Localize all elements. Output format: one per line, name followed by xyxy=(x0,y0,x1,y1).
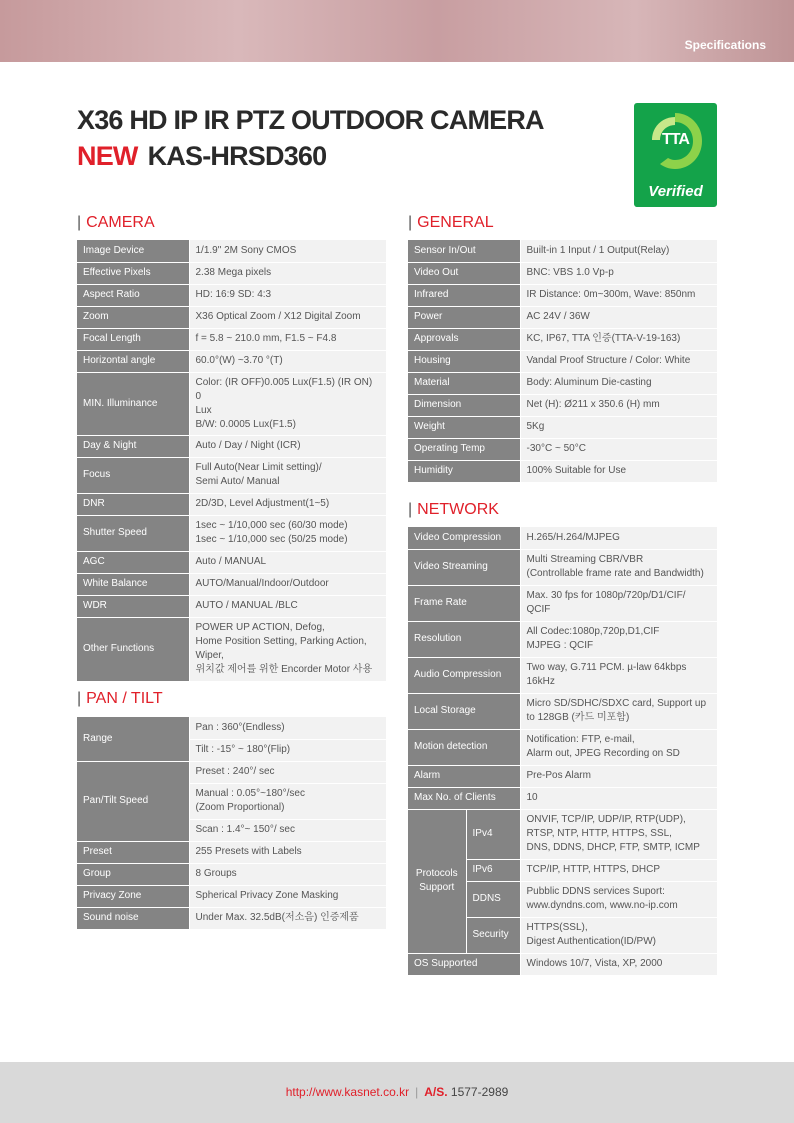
table-row xyxy=(408,549,717,585)
table-row xyxy=(77,907,386,929)
row-value: Auto / Day / Night (ICR) xyxy=(189,435,386,457)
row-value: Vandal Proof Structure / Color: White xyxy=(520,350,717,372)
row-label: Audio Compression xyxy=(408,657,520,693)
row-value: 5Kg xyxy=(520,416,717,438)
table-row xyxy=(77,372,386,435)
row-value: 10 xyxy=(520,787,717,809)
product-title: X36 HD IP IR PTZ OUTDOOR CAMERA xyxy=(77,105,544,135)
table-row xyxy=(77,457,386,493)
verified-label: Verified xyxy=(648,183,703,200)
table-row xyxy=(77,885,386,907)
table-row xyxy=(408,809,717,859)
row-label: MIN. Illuminance xyxy=(77,372,189,435)
table-row xyxy=(77,306,386,328)
row-label: Weight xyxy=(408,416,520,438)
as-label: A/S. xyxy=(424,1085,448,1099)
row-label: Zoom xyxy=(77,306,189,328)
row-value: -30°C ~ 50°C xyxy=(520,438,717,460)
table-row xyxy=(77,717,386,739)
row-value: Pre-Pos Alarm xyxy=(520,765,717,787)
row-label: Sound noise xyxy=(77,907,189,929)
table-row xyxy=(77,841,386,863)
table-row xyxy=(408,693,717,729)
row-value: Auto / MANUAL xyxy=(189,551,386,573)
row-value: Net (H): Ø211 x 350.6 (H) mm xyxy=(520,394,717,416)
row-value: Body: Aluminum Die-casting xyxy=(520,372,717,394)
row-label: Infrared xyxy=(408,284,520,306)
table-row xyxy=(408,953,717,975)
row-label: Other Functions xyxy=(77,617,189,681)
table-row xyxy=(408,787,717,809)
row-label: Effective Pixels xyxy=(77,262,189,284)
row-value: Multi Streaming CBR/VBR (Controllable frame rate and Bandwidth) xyxy=(520,549,717,585)
phone-number: 1577-2989 xyxy=(450,1085,509,1099)
table-row xyxy=(408,438,717,460)
table-row xyxy=(408,585,717,621)
table-row xyxy=(408,416,717,438)
row-label: Focal Length xyxy=(77,328,189,350)
row-value: AUTO / MANUAL /BLC xyxy=(189,595,386,617)
table-row xyxy=(77,328,386,350)
table-row xyxy=(408,262,717,284)
general-section-title: | GENERAL xyxy=(408,214,494,231)
row-value: Spherical Privacy Zone Masking xyxy=(189,885,386,907)
row-value: Preset : 240°/ sec xyxy=(189,761,386,783)
general-spec-table xyxy=(408,240,717,483)
table-row xyxy=(77,595,386,617)
row-label: Video Streaming xyxy=(408,549,520,585)
protocol-value: TCP/IP, HTTP, HTTPS, DHCP xyxy=(520,859,717,881)
table-row xyxy=(77,617,386,681)
protocol-label: Security xyxy=(466,917,520,953)
row-label: Video Compression xyxy=(408,527,520,549)
table-row xyxy=(77,262,386,284)
row-value: Tilt : -15° ~ 180°(Flip) xyxy=(189,739,386,761)
row-value: Windows 10/7, Vista, XP, 2000 xyxy=(520,953,717,975)
camera-section-title: | CAMERA xyxy=(77,214,155,231)
row-value: Notification: FTP, e-mail, Alarm out, JPEG Recording on SD xyxy=(520,729,717,765)
row-value: 2D/3D, Level Adjustment(1~5) xyxy=(189,493,386,515)
table-row xyxy=(77,435,386,457)
table-row xyxy=(77,863,386,885)
row-label: Sensor In/Out xyxy=(408,240,520,262)
protocol-value: ONVIF, TCP/IP, UDP/IP, RTP(UDP), RTSP, NTP, HTTP, HTTPS, SSL, DNS, DDNS, DHCP, FTP, SMTP, ICMP xyxy=(520,809,717,859)
row-value: Micro SD/SDHC/SDXC card, Support up to 128GB (카드 미포함) xyxy=(520,693,717,729)
row-value: 2.38 Mega pixels xyxy=(189,262,386,284)
pantilt-section-title: | PAN / TILT xyxy=(77,690,163,707)
table-row xyxy=(77,761,386,783)
row-label: Video Out xyxy=(408,262,520,284)
tta-logo-text: TTA xyxy=(662,131,689,148)
row-value: f = 5.8 ~ 210.0 mm, F1.5 ~ F4.8 xyxy=(189,328,386,350)
table-row xyxy=(77,284,386,306)
table-row xyxy=(77,240,386,262)
row-label: AGC xyxy=(77,551,189,573)
row-label: Preset xyxy=(77,841,189,863)
row-label: Approvals xyxy=(408,328,520,350)
row-label: White Balance xyxy=(77,573,189,595)
model-name: KAS-HRSD360 xyxy=(147,141,327,171)
table-row xyxy=(408,621,717,657)
row-label: Alarm xyxy=(408,765,520,787)
row-label: Motion detection xyxy=(408,729,520,765)
row-value: 255 Presets with Labels xyxy=(189,841,386,863)
row-value: BNC: VBS 1.0 Vp-p xyxy=(520,262,717,284)
protocol-label: DDNS xyxy=(466,881,520,917)
table-row xyxy=(408,284,717,306)
table-row xyxy=(408,657,717,693)
network-spec-table xyxy=(408,527,717,976)
row-label: WDR xyxy=(77,595,189,617)
row-value: Color: (IR OFF)0.005 Lux(F1.5) (IR ON) 0 Lux B/W: 0.0005 Lux(F1.5) xyxy=(189,372,386,435)
row-label: Group xyxy=(77,863,189,885)
row-value: 1sec ~ 1/10,000 sec (60/30 mode) 1sec ~ 1/10,000 sec (50/25 mode) xyxy=(189,515,386,551)
section-label: Specifications xyxy=(684,38,766,52)
pantilt-spec-table xyxy=(77,717,386,930)
table-row xyxy=(408,372,717,394)
row-label: Pan/Tilt Speed xyxy=(77,761,189,841)
protocol-label: IPv4 xyxy=(466,809,520,859)
row-label: Image Device xyxy=(77,240,189,262)
row-value: IR Distance: 0m~300m, Wave: 850nm xyxy=(520,284,717,306)
table-row xyxy=(408,350,717,372)
row-label: Material xyxy=(408,372,520,394)
row-value: Scan : 1.4°~ 150°/ sec xyxy=(189,819,386,841)
row-value: Max. 30 fps for 1080p/720p/D1/CIF/ QCIF xyxy=(520,585,717,621)
table-row xyxy=(408,527,717,549)
row-label: Day & Night xyxy=(77,435,189,457)
row-value: Full Auto(Near Limit setting)/ Semi Auto/ Manual xyxy=(189,457,386,493)
row-value: Two way, G.711 PCM. µ-law 64kbps 16kHz xyxy=(520,657,717,693)
row-value: KC, IP67, TTA 인증(TTA-V-19-163) xyxy=(520,328,717,350)
table-row xyxy=(408,306,717,328)
row-label: Shutter Speed xyxy=(77,515,189,551)
table-row xyxy=(77,515,386,551)
row-label: Frame Rate xyxy=(408,585,520,621)
row-label: Privacy Zone xyxy=(77,885,189,907)
table-row xyxy=(77,551,386,573)
product-model-line xyxy=(77,141,326,172)
protocols-support-label: Protocols Support xyxy=(408,809,466,953)
row-value: HD: 16:9 SD: 4:3 xyxy=(189,284,386,306)
row-label: Dimension xyxy=(408,394,520,416)
footer: http://www.kasnet.co.kr | A/S. 1577-2989 xyxy=(0,1062,794,1123)
protocol-value: Pubblic DDNS services Suport: www.dyndns.com, www.no-ip.com xyxy=(520,881,717,917)
website-link[interactable]: http://www.kasnet.co.kr xyxy=(285,1085,410,1099)
row-value: Under Max. 32.5dB(저소음) 인증제품 xyxy=(189,907,386,929)
row-label: Operating Temp xyxy=(408,438,520,460)
row-label: OS Supported xyxy=(408,953,520,975)
table-row xyxy=(408,328,717,350)
row-value: 8 Groups xyxy=(189,863,386,885)
table-row xyxy=(408,765,717,787)
protocol-value: HTTPS(SSL), Digest Authentication(ID/PW) xyxy=(520,917,717,953)
row-label: Horizontal angle xyxy=(77,350,189,372)
row-value: All Codec:1080p,720p,D1,CIF MJPEG : QCIF xyxy=(520,621,717,657)
table-row xyxy=(77,350,386,372)
row-label: Max No. of Clients xyxy=(408,787,520,809)
row-value: Built-in 1 Input / 1 Output(Relay) xyxy=(520,240,717,262)
table-row xyxy=(408,240,717,262)
row-label: Local Storage xyxy=(408,693,520,729)
network-section-title: | NETWORK xyxy=(408,501,499,518)
header-banner xyxy=(0,0,794,62)
row-value: Manual : 0.05°~180°/sec (Zoom Proportional) xyxy=(189,783,386,819)
row-value: 100% Suitable for Use xyxy=(520,460,717,482)
row-value: AC 24V / 36W xyxy=(520,306,717,328)
row-value: 60.0°(W) ~3.70 °(T) xyxy=(189,350,386,372)
row-value: POWER UP ACTION, Defog, Home Position Setting, Parking Action, Wiper, 위치값 제어를 위한 Encorder Motor 사용 xyxy=(189,617,386,681)
table-row xyxy=(408,460,717,482)
row-value: Pan : 360°(Endless) xyxy=(189,717,386,739)
row-value: AUTO/Manual/Indoor/Outdoor xyxy=(189,573,386,595)
row-value: 1/1.9" 2M Sony CMOS xyxy=(189,240,386,262)
row-label: Power xyxy=(408,306,520,328)
new-label: NEW xyxy=(77,141,138,171)
table-row xyxy=(408,394,717,416)
table-row xyxy=(77,493,386,515)
row-label: Resolution xyxy=(408,621,520,657)
row-label: Aspect Ratio xyxy=(77,284,189,306)
row-value: H.265/H.264/MJPEG xyxy=(520,527,717,549)
row-label: Range xyxy=(77,717,189,761)
row-label: Focus xyxy=(77,457,189,493)
camera-spec-table xyxy=(77,240,386,682)
table-row xyxy=(77,573,386,595)
tta-verified-badge xyxy=(634,103,717,207)
row-value: X36 Optical Zoom / X12 Digital Zoom xyxy=(189,306,386,328)
table-row xyxy=(408,729,717,765)
row-label: DNR xyxy=(77,493,189,515)
protocol-label: IPv6 xyxy=(466,859,520,881)
row-label: Housing xyxy=(408,350,520,372)
row-label: Humidity xyxy=(408,460,520,482)
